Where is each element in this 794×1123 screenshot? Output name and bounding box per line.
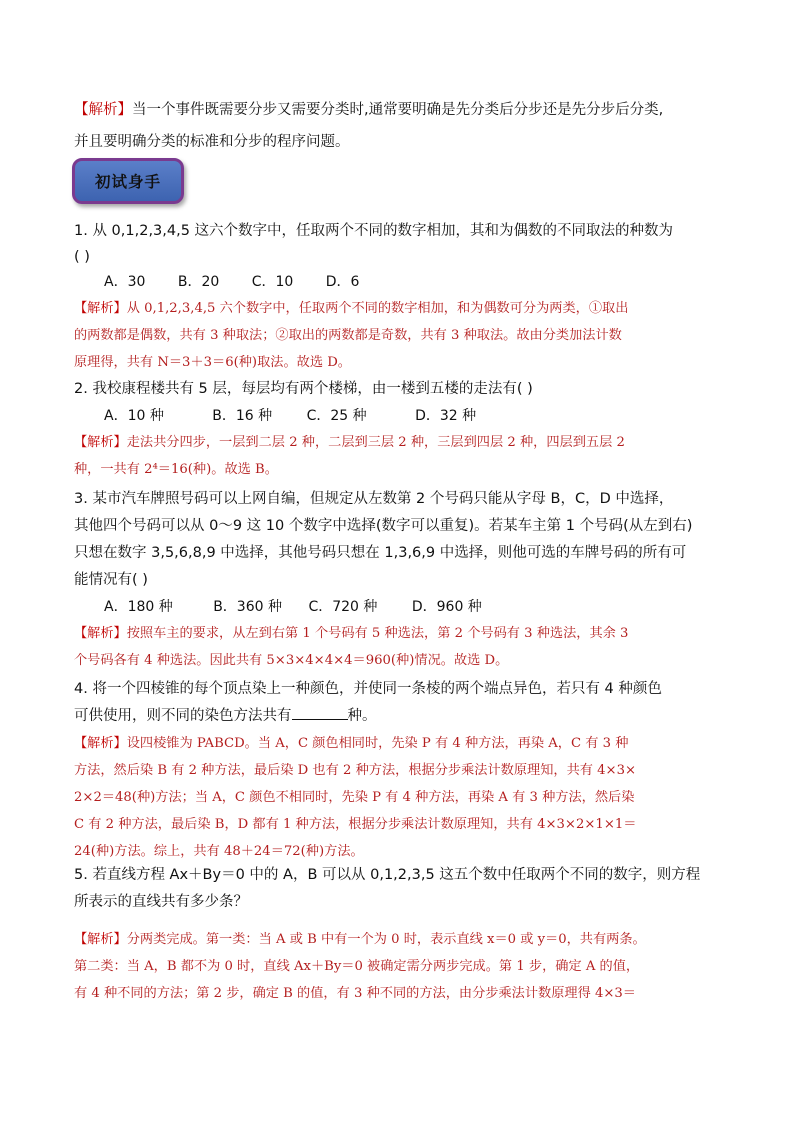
intro-line-2: 并且要明确分类的标准和分步的程序问题。 <box>74 134 350 150</box>
analysis-line: 的两数都是偶数，共有 3 种取法；②取出的两数都是奇数，共有 3 种取法。故由分类加法计数 <box>74 328 622 343</box>
question-2 <box>74 376 724 483</box>
analysis-line: 【解析】设四棱锥为 PABCD。当 A，C 颜色相同时，先染 P 有 4 种方法，再染 A，C 有 3 种 <box>74 736 629 751</box>
analysis-line: C 有 2 种方法，最后染 B，D 都有 1 种方法，根据分步乘法计数原理知，共有 4×3×2×1×1＝ <box>74 817 637 832</box>
option-b: B．16 种 <box>212 408 273 424</box>
analysis-line: 种，一共有 2⁴＝16(种)。故选 B。 <box>74 462 278 477</box>
option-d: D．960 种 <box>411 599 482 615</box>
option-a: A．180 种 <box>104 599 173 615</box>
analysis-line: 24(种)方法。综上，共有 48＋24＝72(种)方法。 <box>74 844 364 859</box>
analysis-line: 原理得，共有 N＝3＋3＝6(种)取法。故选 D。 <box>74 355 351 370</box>
question-4 <box>74 676 724 865</box>
question-text: 只想在数字 3,5,6,8,9 中选择，其他号码只想在 1,3,6,9 中选择，则他可选的车牌号码的所有可 <box>74 545 687 561</box>
analysis-tag: 【解析】 <box>74 932 127 947</box>
answer-blank[interactable] <box>292 705 348 720</box>
analysis-line: 【解析】分两类完成。第一类：当 A 或 B 中有一个为 0 时，表示直线 x＝0 或 y＝0，共有两条。 <box>74 932 646 947</box>
section-badge <box>72 158 184 204</box>
question-1 <box>74 218 724 376</box>
analysis-line: 方法，然后染 B 有 2 种方法，最后染 D 也有 2 种方法，根据分步乘法计数原理知，共有 4×3× <box>74 763 637 778</box>
question-text: 3. 某市汽车牌照号码可以上网自编，但规定从左数第 2 个号码只能从字母 B，C，D 中选择， <box>74 491 674 507</box>
analysis-line: 有 4 种不同的方法；第 2 步，确定 B 的值，有 3 种不同的方法，由分步乘法计数原理得 4×3＝ <box>74 986 636 1001</box>
question-text: 4. 将一个四棱锥的每个顶点染上一种颜色，并使同一条棱的两个端点异色，若只有 4 种颜色 <box>74 681 662 697</box>
analysis-line: 2×2＝48(种)方法；当 A，C 颜色不相同时，先染 P 有 4 种方法，再染 A 有 3 种方法，然后染 <box>74 790 635 805</box>
question-3 <box>74 486 724 674</box>
analysis-tag: 【解析】 <box>74 435 127 450</box>
analysis-line: 【解析】按照车主的要求，从左到右第 1 个号码有 5 种选法，第 2 个号码有 3 种选法，其余 3 <box>74 626 629 641</box>
analysis-line: 【解析】走法共分四步，一层到二层 2 种，二层到三层 2 种，三层到四层 2 种，四层到五层 2 <box>74 435 625 450</box>
analysis-tag: 【解析】 <box>74 301 127 316</box>
options-row <box>74 594 724 620</box>
question-text: 能情况有( ) <box>74 572 148 588</box>
option-c: C．720 种 <box>308 599 378 615</box>
option-b: B．20 <box>177 274 220 290</box>
analysis-tag: 【解析】 <box>74 102 132 118</box>
option-d: D．6 <box>325 274 360 290</box>
analysis-tag: 【解析】 <box>74 626 127 641</box>
options-row <box>74 269 724 295</box>
question-text: 所表示的直线共有多少条？ <box>74 894 248 910</box>
analysis-line: 【解析】从 0,1,2,3,4,5 六个数字中，任取两个不同的数字相加，和为偶数可分为两类，①取出 <box>74 301 629 316</box>
option-b: B．360 种 <box>213 599 282 615</box>
option-c: C．25 种 <box>306 408 367 424</box>
question-text: ( ) <box>74 249 90 265</box>
analysis-line: 第二类：当 A，B 都不为 0 时，直线 Ax＋By＝0 被确定需分两步完成。第 1 步，确定 A 的值， <box>74 959 640 974</box>
intro-line-1: 【解析】当一个事件既需要分步又需要分类时,通常要明确是先分类后分步还是先分步后分类, <box>74 102 664 118</box>
option-d: D．32 种 <box>415 408 477 424</box>
question-text: 1. 从 0,1,2,3,4,5 这六个数字中，任取两个不同的数字相加，其和为偶数的不同取法的种数为 <box>74 223 674 239</box>
question-text: 可供使用，则不同的染色方法共有 种。 <box>74 703 724 730</box>
section-badge-label: 初试身手 <box>94 173 161 191</box>
intro-block <box>74 94 724 158</box>
option-a: A．30 <box>104 274 146 290</box>
option-c: C．10 <box>251 274 294 290</box>
question-text: 其他四个号码可以从 0～9 这 10 个数字中选择(数字可以重复)。若某车主第 1 个号码(从左到右) <box>74 518 693 534</box>
options-row <box>74 403 724 429</box>
question-5 <box>74 862 724 1007</box>
question-text: 5. 若直线方程 Ax＋By＝0 中的 A，B 可以从 0,1,2,3,5 这五个数中任取两个不同的数字，则方程 <box>74 867 701 883</box>
question-text: 2. 我校康程楼共有 5 层，每层均有两个楼梯，由一楼到五楼的走法有( ) <box>74 381 533 397</box>
option-a: A．10 种 <box>104 408 164 424</box>
analysis-tag: 【解析】 <box>74 736 127 751</box>
analysis-line: 个号码各有 4 种选法。因此共有 5×3×4×4×4＝960(种)情况。故选 D。 <box>74 653 509 668</box>
